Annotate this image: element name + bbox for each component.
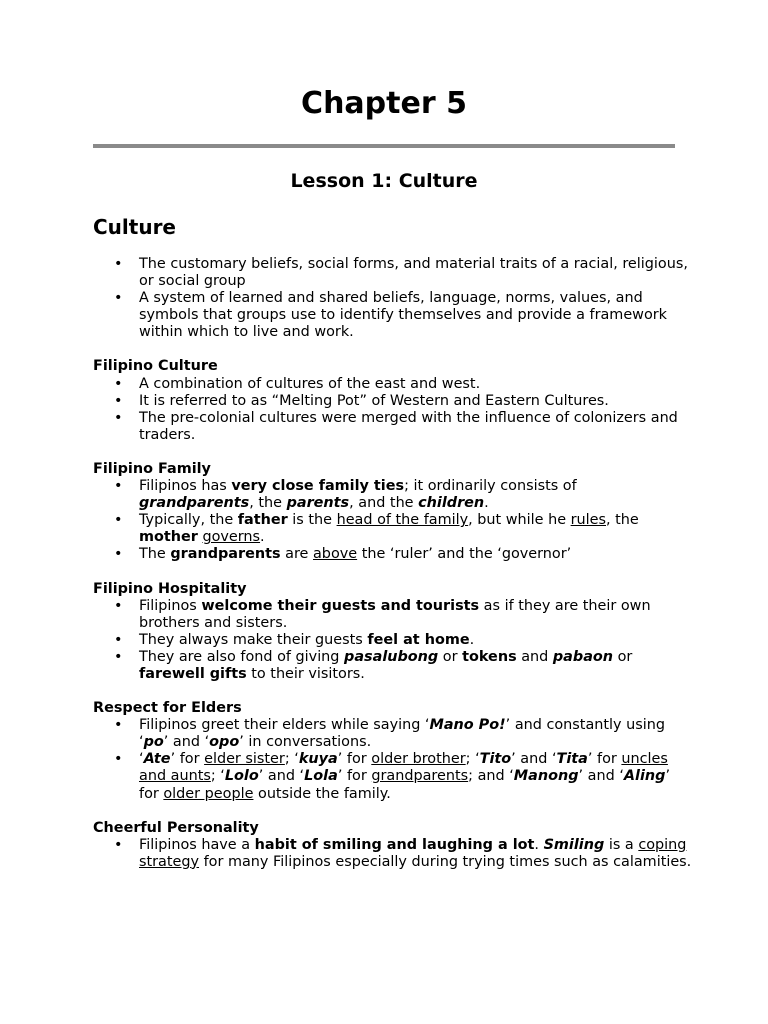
list-item: • It is referred to as “Melting Pot” of Western and Eastern Cultures.	[114, 392, 609, 409]
list-item: • The customary beliefs, social forms, and material traits of a racial, religious, or social group	[114, 256, 688, 290]
bullet-icon: •	[114, 478, 123, 495]
chapter-title: Chapter 5	[301, 86, 467, 121]
list-item: • A system of learned and shared beliefs, language, norms, values, and symbols that groups use to identify themselves and provide a framework within which to live and work.	[114, 290, 668, 341]
filipino-culture-list	[93, 376, 693, 444]
bullet-icon: •	[114, 597, 123, 614]
subheading-filipino-family: Filipino Family	[93, 460, 211, 477]
bullet-icon: •	[114, 648, 123, 665]
list-item: • The pre-colonial cultures were merged with the influence of colonizers and traders.	[114, 409, 678, 443]
bullet-icon: •	[114, 631, 123, 648]
culture-list	[93, 256, 693, 341]
list-item: • They always make their guests feel at home.	[114, 631, 475, 648]
bullet-icon: •	[114, 836, 123, 853]
bullet-icon: •	[114, 751, 123, 768]
cheerful-personality-list	[93, 837, 693, 871]
bullet-icon: •	[114, 717, 123, 734]
filipino-hospitality-list	[93, 598, 693, 683]
list-item: • ‘Ate’ for elder sister; ‘kuya’ for older brother; ‘Tito’ and ‘Tita’ for uncles and aunts; ‘Lolo’ and ‘Lola’ for grandparents; and ‘Manong’ and ‘Aling’ for older people outside the family.	[114, 751, 671, 802]
bullet-icon: •	[114, 546, 123, 563]
list-item: • The grandparents are above the ‘ruler’ and the ‘governor’	[114, 546, 572, 563]
list-item: • A combination of cultures of the east and west.	[114, 375, 481, 392]
list-item: • They are also fond of giving pasalubong or tokens and pabaon or farewell gifts to their visitors.	[114, 648, 633, 682]
bullet-icon: •	[114, 375, 123, 392]
subheading-respect-for-elders: Respect for Elders	[93, 700, 242, 717]
lesson-title: Lesson 1: Culture	[290, 170, 478, 192]
filipino-family-list	[93, 478, 693, 563]
respect-for-elders-list	[93, 717, 693, 802]
bullet-icon: •	[114, 392, 123, 409]
subheading-filipino-hospitality: Filipino Hospitality	[93, 580, 247, 597]
bullet-icon: •	[114, 256, 123, 272]
list-item: • Filipinos have a habit of smiling and laughing a lot. Smiling is a coping strategy for many Filipinos especially during trying times such as calamities.	[114, 836, 692, 870]
list-item: • Filipinos greet their elders while saying ‘Mano Po!’ and constantly using ‘po’ and ‘opo’ in conversations.	[114, 717, 665, 751]
list-item: • Filipinos welcome their guests and tourists as if they are their own brothers and sisters.	[114, 597, 651, 631]
document-body	[93, 256, 693, 871]
list-item: • Filipinos has very close family ties; it ordinarily consists of grandparents, the parents, and the children.	[114, 478, 577, 512]
bullet-icon: •	[114, 512, 123, 529]
list-item: • Typically, the father is the head of the family, but while he rules, the mother governs.	[114, 512, 639, 546]
section-heading-culture: Culture	[93, 215, 176, 239]
bullet-icon: •	[114, 409, 123, 426]
subheading-filipino-culture: Filipino Culture	[93, 358, 218, 375]
horizontal-rule	[93, 144, 675, 148]
bullet-icon: •	[114, 290, 123, 307]
subheading-cheerful-personality: Cheerful Personality	[93, 819, 259, 836]
